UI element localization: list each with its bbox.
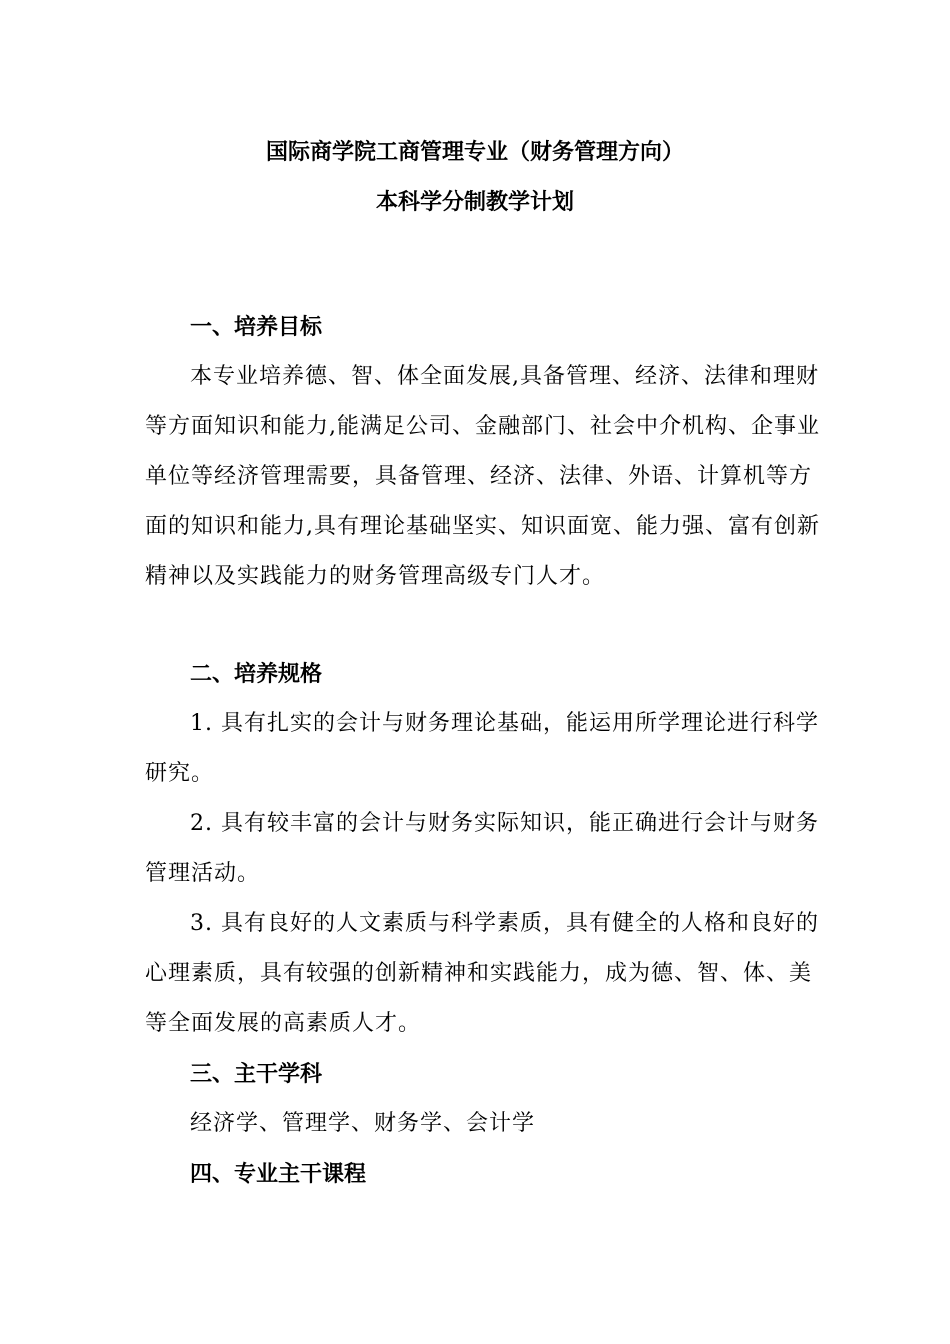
- list-item-line: 3. 具有良好的人文素质与科学素质，具有健全的人格和良好的: [190, 911, 819, 936]
- list-item-line: 等全面发展的高素质人才。: [145, 1011, 422, 1036]
- section-heading-core-courses: 四、专业主干课程: [190, 1161, 367, 1187]
- list-item-line: 1. 具有扎实的会计与财务理论基础，能运用所学理论进行科学: [190, 711, 819, 736]
- document-title-line2: 本科学分制教学计划: [375, 189, 574, 215]
- section-heading-training-specifications: 二、培养规格: [190, 661, 323, 687]
- paragraph-line: 精神以及实践能力的财务管理高级专门人才。: [145, 564, 606, 589]
- section-heading-main-disciplines: 三、主干学科: [190, 1061, 323, 1087]
- paragraph-line: 经济学、管理学、财务学、会计学: [190, 1111, 536, 1136]
- list-item-line: 心理素质，具有较强的创新精神和实践能力，成为德、智、体、美: [145, 961, 813, 986]
- paragraph-line: 本专业培养德、智、体全面发展,具备管理、经济、法律和理财: [190, 364, 819, 389]
- paragraph-line: 等方面知识和能力,能满足公司、金融部门、社会中介机构、企事业: [145, 414, 820, 439]
- section-heading-training-objectives: 一、培养目标: [190, 314, 323, 340]
- list-item-line: 管理活动。: [145, 861, 261, 886]
- paragraph-line: 面的知识和能力,具有理论基础坚实、知识面宽、能力强、富有创新: [145, 514, 820, 539]
- list-item-line: 研究。: [145, 761, 215, 786]
- paragraph-line: 单位等经济管理需要，具备管理、经济、法律、外语、计算机等方: [145, 464, 813, 489]
- list-item-line: 2. 具有较丰富的会计与财务实际知识，能正确进行会计与财务: [190, 811, 819, 836]
- document-title-line1: 国际商学院工商管理专业（财务管理方向）: [265, 139, 684, 165]
